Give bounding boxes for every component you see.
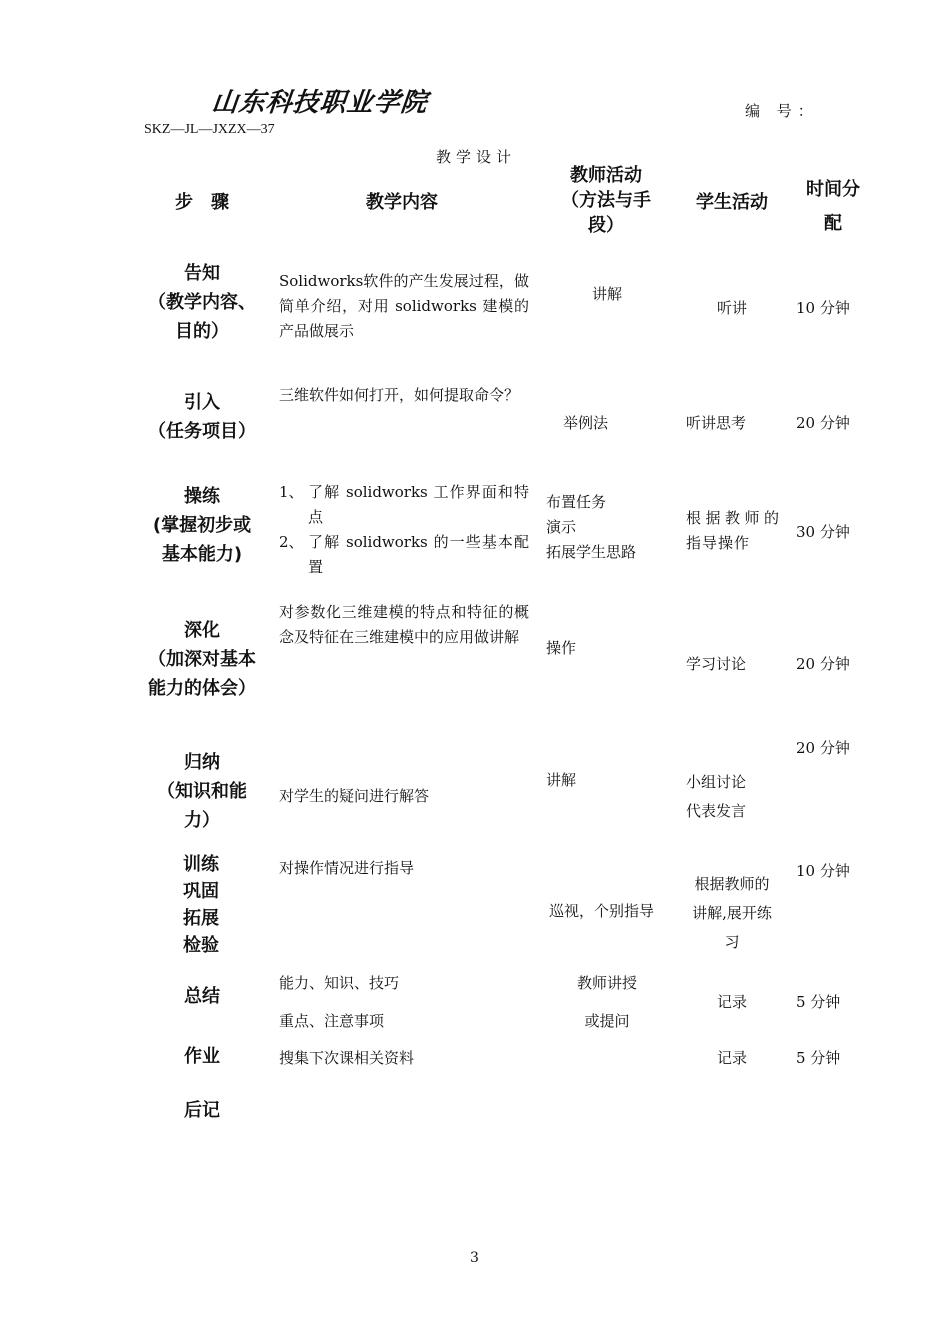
column-header-time [796, 173, 870, 241]
student-activity-line: 小组讨论 [686, 773, 747, 791]
content-line: 能力、知识、技巧 [279, 974, 400, 992]
step-line: 能力的体会） [148, 678, 256, 699]
student-activity-line: 根据教师的 [694, 875, 770, 893]
student-activity-line: 习 [724, 933, 740, 951]
time-cell: 30 分钟 [796, 523, 850, 541]
student-activity-cell: 记录 [716, 1049, 747, 1067]
step-line: 操练 [184, 486, 220, 507]
teacher-activity-cell: 举例法 [563, 414, 609, 432]
step-line: 作业 [184, 1046, 220, 1067]
column-header-time-line: 时间分 [806, 179, 860, 200]
student-activity-cell: 记录 [716, 993, 747, 1011]
document-code: SKZ—JL—JXZX—37 [144, 122, 275, 137]
teacher-activity-line: 布置任务 [546, 493, 607, 511]
list-text: 了解 solidworks 工作界面和特点 [308, 483, 529, 526]
student-activity-cell: 听讲 [716, 299, 747, 317]
page-number: 3 [470, 1250, 479, 1266]
step-line: 深化 [184, 620, 220, 641]
time-cell: 5 分钟 [796, 1049, 841, 1067]
content-cell [279, 480, 529, 580]
school-logo: 山东科技职业学院 [210, 88, 430, 118]
student-activity-cell: 根据教师的指导操作 [686, 509, 780, 552]
step-label [142, 982, 262, 1011]
teacher-activity-cell: 操作 [546, 639, 577, 657]
content-list-item [279, 480, 529, 530]
step-line: （知识和能 [157, 781, 247, 802]
column-header-teacher-line: 段） [588, 215, 624, 236]
step-line: 归纳 [184, 752, 220, 773]
content-cell: 搜集下次课相关资料 [279, 1049, 415, 1067]
teacher-activity-line: 拓展学生思路 [546, 543, 637, 561]
time-cell: 5 分钟 [796, 993, 841, 1011]
teacher-activity-cell: 巡视，个别指导 [549, 902, 655, 920]
time-cell: 20 分钟 [796, 655, 850, 673]
step-label [183, 851, 219, 959]
step-line: 训练 [183, 854, 219, 875]
column-header-teacher [546, 163, 666, 238]
column-header-time-line: 配 [824, 213, 842, 234]
step-line: 总结 [184, 986, 220, 1007]
step-label [142, 388, 262, 446]
column-header-step: 步 骤 [175, 192, 229, 213]
student-activity-cell [686, 768, 746, 826]
step-line: 目的） [175, 321, 229, 342]
content-line: 重点、注意事项 [279, 1012, 385, 1030]
step-line: 拓展 [183, 908, 219, 929]
time-cell: 20 分钟 [796, 414, 850, 432]
step-line: 后记 [184, 1100, 220, 1121]
step-line: 力） [184, 810, 220, 831]
content-cell: 三维软件如何打开，如何提取命令？ [279, 386, 520, 404]
student-activity-line: 讲解,展开练 [692, 904, 772, 922]
teacher-activity-line: 或提问 [584, 1012, 630, 1030]
teacher-activity-cell [566, 964, 648, 1040]
time-cell: 10 分钟 [796, 299, 850, 317]
column-header-teacher-line: 教师活动 [570, 165, 642, 186]
teacher-activity-cell [546, 490, 636, 565]
step-label [142, 259, 262, 346]
step-line: 基本能力) [161, 544, 243, 565]
student-activity-cell: 学习讨论 [686, 655, 747, 673]
step-line: 引入 [184, 392, 220, 413]
content-cell: 对操作情况进行指导 [279, 859, 415, 877]
step-line: （任务项目） [148, 421, 256, 442]
list-number: 2、 [279, 533, 304, 551]
content-cell: 对学生的疑问进行解答 [279, 787, 430, 805]
step-line: （教学内容、 [148, 292, 256, 313]
teacher-activity-line: 演示 [546, 518, 577, 536]
student-activity-cell [682, 870, 782, 957]
step-line: （加深对基本 [148, 649, 256, 670]
step-label [142, 1096, 262, 1125]
student-activity-line: 代表发言 [686, 802, 747, 820]
step-line: (掌握初步或 [152, 515, 252, 536]
content-list-item [279, 530, 529, 580]
step-line: 告知 [184, 263, 220, 284]
teacher-activity-cell: 讲解 [591, 285, 622, 303]
student-activity-cell: 听讲思考 [686, 414, 747, 432]
column-header-student: 学生活动 [696, 192, 768, 213]
teacher-activity-line: 教师讲授 [576, 974, 637, 992]
content-cell: Solidworks软件的产生发展过程，做简单介绍，对用 solidworks 建模的产品做展示 [279, 272, 529, 340]
content-cell [279, 964, 399, 1040]
document-title: 教学设计 [436, 148, 517, 166]
step-line: 检验 [183, 935, 219, 956]
step-label [142, 616, 262, 703]
step-label [142, 1042, 262, 1071]
teacher-activity-cell: 讲解 [546, 771, 577, 789]
document-number-label: 编 号： [745, 102, 819, 120]
column-header-teacher-line: （方法与手 [561, 190, 651, 211]
list-text: 了解 solidworks 的一些基本配置 [308, 533, 529, 576]
list-number: 1、 [279, 483, 304, 501]
content-cell: 对参数化三维建模的特点和特征的概念及特征在三维建模中的应用做讲解 [279, 603, 529, 646]
step-label [142, 748, 262, 835]
time-cell: 10 分钟 [796, 862, 850, 880]
column-header-content: 教学内容 [366, 192, 438, 213]
step-line: 巩固 [183, 881, 219, 902]
time-cell: 20 分钟 [796, 739, 850, 757]
step-label [142, 482, 262, 569]
